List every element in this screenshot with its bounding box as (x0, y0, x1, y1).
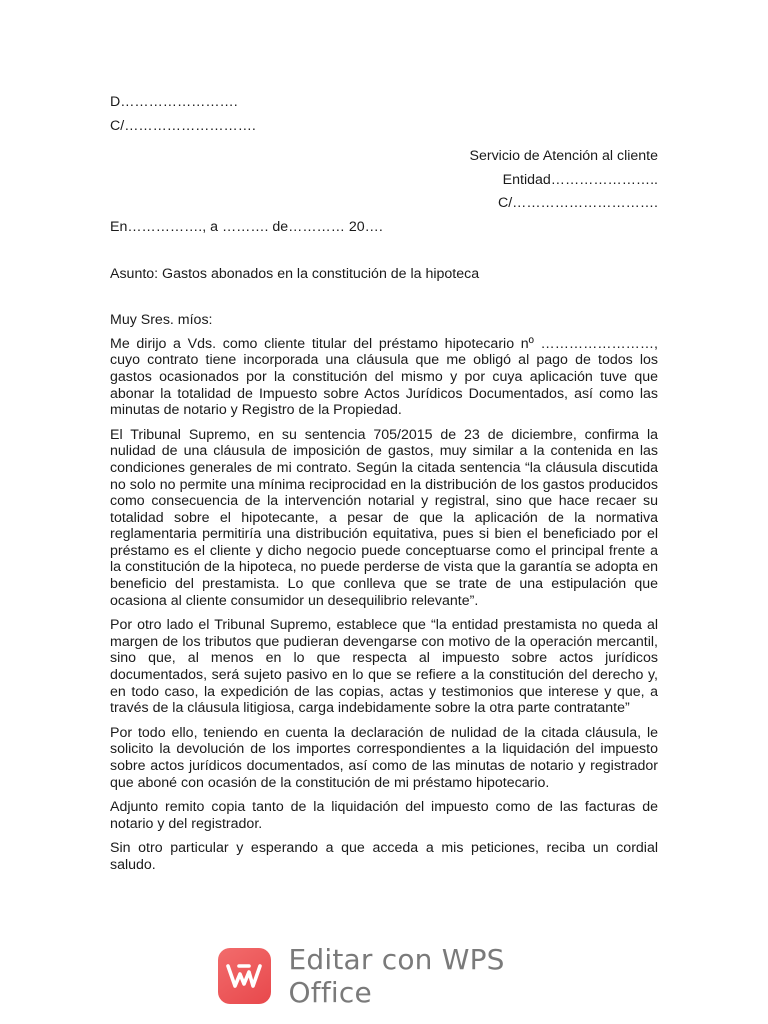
place-date: En……………., a ………. de………… 20…. (110, 218, 383, 235)
paragraph: Adjunto remito copia tanto de la liquidación del impuesto como de las facturas de notario y del registrador. (110, 799, 658, 832)
paragraph: Sin otro particular y esperando a que acceda a mis peticiones, reciba un cordial saludo. (110, 840, 658, 873)
paragraph: Por todo ello, teniendo en cuenta la declaración de nulidad de la citada cláusula, le solicito la devolución de los importes correspondientes a la liquidación del impuesto sobre actos jurídicos documentados, así como de las minutas de notario y registrador que aboné con ocasión de la constitución de mi préstamo hipotecario. (110, 724, 658, 791)
wps-edit-banner[interactable] (218, 943, 578, 1009)
paragraph: Por otro lado el Tribunal Supremo, establece que “la entidad prestamista no queda al margen de los tributos que pudieran devengarse con motivo de la operación mercantil, sino que, al menos en lo que respecta al impuesto sobre actos jurídicos documentados, será sujeto pasivo en lo que se refiere a la constitución del derecho y, en todo caso, la expedición de las copias, actas y testimonios que interese y que, a través de la cláusula litigiosa, carga indebidamente sobre la otra parte contratante” (110, 617, 658, 717)
wps-edit-label[interactable]: Editar con WPS Office (288, 943, 505, 1009)
sender-name: D……………………. (110, 94, 238, 110)
sender-address: C/………………………. (110, 117, 256, 134)
letter-page (110, 94, 658, 882)
subject-line: Asunto: Gastos abonados en la constitución de la hipoteca (110, 265, 480, 282)
recipient-address: C/…………………………. (497, 195, 658, 212)
paragraph: El Tribunal Supremo, en su sentencia 705/2015 de 23 de diciembre, confirma la nulidad de una cláusula de imposición de gastos, muy similar a la contenida en las condiciones generales de mi contrato. Según la citada sentencia “la cláusula discutida no solo no permite una mínima reciprocidad en la distribución de los gastos producidos como consecuencia de la intervención notarial y registral, sino que hace recaer su totalidad sobre el hipotecante, a pesar de que la aplicación de la normativa reglamentaria permitiría una distribución equitativa, pues si bien el beneficiado por el préstamo es el cliente y dicho negocio puede conceptuarse como el principal frente a la constitución de la hipoteca, no puede perderse de vista que la garantía se adopta en beneficio del prestamista. Lo que conlleva que se trate de una estipulación que ocasiona al cliente consumidor un desequilibrio relevante”. (110, 426, 658, 609)
recipient-service: Servicio de Atención al cliente (469, 148, 658, 165)
paragraph: Me dirijo a Vds. como cliente titular del préstamo hipotecario nº ……………………, cuyo contrato tiene incorporada una cláusula que me obligó al pago de todos los gastos ocasionados por la constitución del mismo y por cuya aplicación tuve que abonar la totalidad de Impuesto sobre Actos Jurídicos Documentados, así como las minutas de notario y Registro de la Propiedad. (110, 335, 658, 419)
greeting: Muy Sres. míos: (110, 312, 213, 329)
recipient-entity: Entidad………………….. (502, 171, 658, 188)
wps-logo-icon[interactable] (218, 948, 271, 1004)
wps-w-icon (225, 961, 263, 991)
